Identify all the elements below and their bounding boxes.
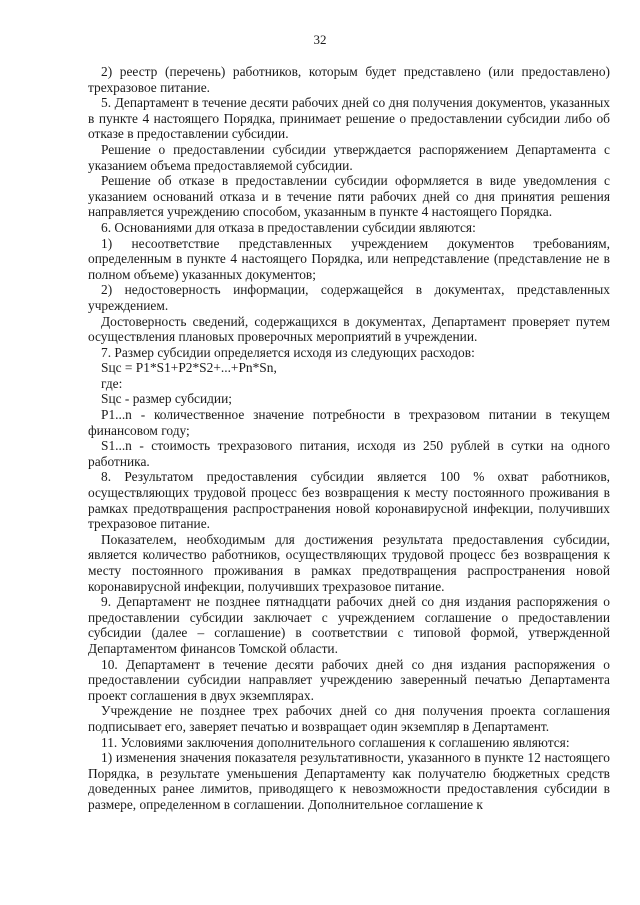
paragraph-item-8: 8. Результатом предоставления субсидии является 100 % охват работников, осуществляющих трудовой процесс без возвращения к месту постоянного проживания в рамках предотвращения распространения новой коронавирусной инфекции, получивших трехразовое питание. [88,469,610,532]
paragraph-refusal-decision: Решение об отказе в предоставлении субсидии оформляется в виде уведомления с указанием оснований отказа и в течение пяти рабочих дней со дня принятия решения направляется учреждению способом, указанным в пункте 4 настоящего Порядка. [88,173,610,220]
paragraph-verification: Достоверность сведений, содержащихся в документах, Департамент проверяет путем осуществления плановых проверочных мероприятий в учреждении. [88,313,610,345]
paragraph-item-7: 7. Размер субсидии определяется исходя из следующих расходов: [101,344,475,360]
paragraph-refusal-ground-2: 2) недостоверность информации, содержащейся в документах, представленных учреждением. [88,282,610,313]
formula-where: где: [101,375,123,391]
paragraph-condition-1: 1) изменения значения показателя результативности, указанного в пункте 12 настоящего Порядка, в результате уменьшения Департаменту как получателю бюджетных средств доведенных ранее лимитов, приводящего к невозможности предоставления субсидии в размере, определенном в соглашении. Дополнительное соглашение к [88,750,610,812]
paragraph-item-10: 10. Департамент в течение десяти рабочих дней со дня издания распоряжения о предоставлении субсидии направляет учреждению заверенный печатью Департамента проект соглашения в двух экземплярах. [88,656,610,703]
paragraph-item-11: 11. Условиями заключения дополнительного соглашения к соглашению являются: [101,734,570,750]
paragraph-refusal-ground-1: 1) несоответствие представленных учреждением документов требованиям, определенным в пункте 4 настоящего Порядка, или непредставление (представление не в полном объеме) указанных документов; [88,235,610,282]
paragraph-approval-decision: Решение о предоставлении субсидии утверждается распоряжением Департамента с указанием объема предоставляемой субсидии. [88,141,610,173]
document-body [88,64,610,813]
formula: Sцс = P1*S1+P2*S2+...+Pn*Sn, [101,360,277,376]
formula-def-sum: Sцс - размер субсидии; [101,391,232,407]
paragraph-item-6: 6. Основаниями для отказа в предоставлении субсидии являются: [101,219,476,235]
paragraph-registry: 2) реестр (перечень) работников, которым будет представлено (или предоставлено) трехразовое питание. [88,64,610,95]
formula-def-p: P1...n - количественное значение потребности в трехразовом питании в текущем финансовом году; [88,407,610,438]
paragraph-item-5: 5. Департамент в течение десяти рабочих дней со дня получения документов, указанных в пункте 4 настоящего Порядка, принимает решение о предоставлении субсидии либо об отказе в предоставлении субсидии. [88,95,610,142]
paragraph-signing: Учреждение не позднее трех рабочих дней со дня получения проекта соглашения подписывает его, заверяет печатью и возвращает один экземпляр в Департамент. [88,703,610,734]
paragraph-item-9: 9. Департамент не позднее пятнадцати рабочих дней со дня издания распоряжения о предоставлении субсидии заключает с учреждением соглашение о предоставлении субсидии (далее – соглашение) в соответствии с типовой формой, утвержденной Департаментом финансов Томской области. [88,594,610,656]
formula-def-s: S1...n - стоимость трехразового питания, исходя из 250 рублей в сутки на одного работника. [88,438,610,469]
paragraph-indicator: Показателем, необходимым для достижения результата предоставления субсидии, является количество работников, осуществляющих трудовой процесс без возвращения к месту постоянного проживания в рамках предотвращения распространения новой коронавирусной инфекции, получивших трехразовое питание. [88,531,610,594]
page-number: 32 [313,32,327,47]
